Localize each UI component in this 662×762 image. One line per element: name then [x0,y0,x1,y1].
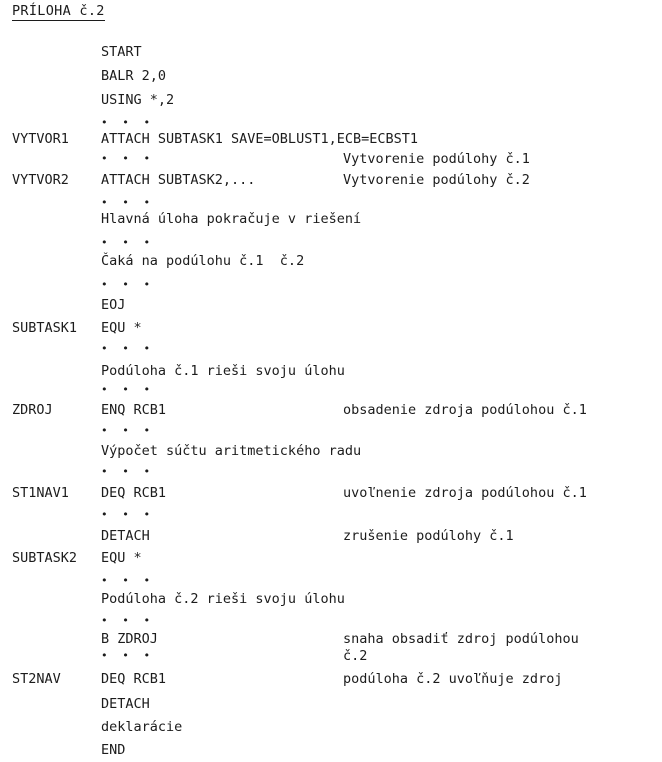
listing-line [0,717,662,737]
listing-line [0,361,662,381]
line-code: DEQ RCB1 [101,485,167,501]
appendix-title: PRÍLOHA č.2 [12,3,105,19]
listing-line [0,90,662,110]
listing-line [0,421,662,441]
line-label: VYTVOR1 [12,131,69,147]
ellipsis-marker: • • • [101,342,155,355]
ellipsis-marker: • • • [101,116,155,129]
listing-line [0,400,662,420]
line-code: DEQ RCB1 [101,671,167,687]
listing-line [0,548,662,568]
listing-line [0,646,662,666]
line-code: Výpočet súčtu aritmetického radu [101,443,362,459]
line-code: B ZDROJ [101,631,158,647]
line-code: EOJ [101,297,126,313]
line-comment: obsadenie zdroja podúlohou č.1 [343,402,587,418]
line-label: VYTVOR2 [12,172,69,188]
line-code: START [101,44,142,60]
ellipsis-marker: • • • [101,152,155,165]
listing-line [0,483,662,503]
listing-line [0,526,662,546]
line-code: Hlavná úloha pokračuje v riešení [101,211,362,227]
listing-line [0,505,662,525]
line-code: Podúloha č.2 rieši svoju úlohu [101,591,345,607]
ellipsis-marker: • • • [101,649,155,662]
line-code: BALR 2,0 [101,68,167,84]
ellipsis-marker: • • • [101,278,155,291]
ellipsis-marker: • • • [101,383,155,396]
line-code: EQU * [101,550,142,566]
listing-line [0,275,662,295]
listing-line [0,170,662,190]
listing-line [0,740,662,760]
listing-line [0,149,662,169]
ellipsis-marker: • • • [101,574,155,587]
listing-line [0,339,662,359]
listing-line [0,571,662,591]
line-comment: uvoľnenie zdroja podúlohou č.1 [343,485,587,501]
listing-line [0,441,662,461]
line-comment: zrušenie podúlohy č.1 [343,528,514,544]
ellipsis-marker: • • • [101,508,155,521]
listing-line [0,233,662,253]
line-code: USING *,2 [101,92,175,108]
line-label: SUBTASK1 [12,320,78,336]
ellipsis-marker: • • • [101,424,155,437]
line-label: SUBTASK2 [12,550,78,566]
listing-line [0,589,662,609]
line-comment: podúloha č.2 uvoľňuje zdroj [343,671,563,687]
listing-line [0,251,662,271]
listing-line [0,611,662,631]
listing-line [0,295,662,315]
line-label: ST2NAV [12,671,61,687]
listing-line [0,318,662,338]
listing-line [0,669,662,689]
line-code: ATTACH SUBTASK2,... [101,172,256,188]
line-comment: č.2 [343,648,368,664]
line-code: ATTACH SUBTASK1 SAVE=OBLUST1,ECB=ECBST1 [101,131,418,147]
listing-line [0,129,662,149]
line-code: Čaká na podúlohu č.1 č.2 [101,253,305,269]
ellipsis-marker: • • • [101,614,155,627]
ellipsis-marker: • • • [101,465,155,478]
ellipsis-marker: • • • [101,196,155,209]
line-comment: snaha obsadiť zdroj podúlohou [343,631,579,647]
listing-line [0,462,662,482]
line-label: ST1NAV1 [12,485,69,501]
line-code: END [101,742,126,758]
listing-line [0,209,662,229]
listing-line [0,380,662,400]
listing-line [0,694,662,714]
listing-line [0,66,662,86]
ellipsis-marker: • • • [101,236,155,249]
line-code: ENQ RCB1 [101,402,167,418]
line-comment: Vytvorenie podúlohy č.2 [343,172,530,188]
line-code: Podúloha č.1 rieši svoju úlohu [101,363,345,379]
line-code: deklarácie [101,719,183,735]
line-code: DETACH [101,528,150,544]
line-label: ZDROJ [12,402,53,418]
line-code: DETACH [101,696,150,712]
line-code: EQU * [101,320,142,336]
line-comment: Vytvorenie podúlohy č.1 [343,151,530,167]
listing-line [0,42,662,62]
